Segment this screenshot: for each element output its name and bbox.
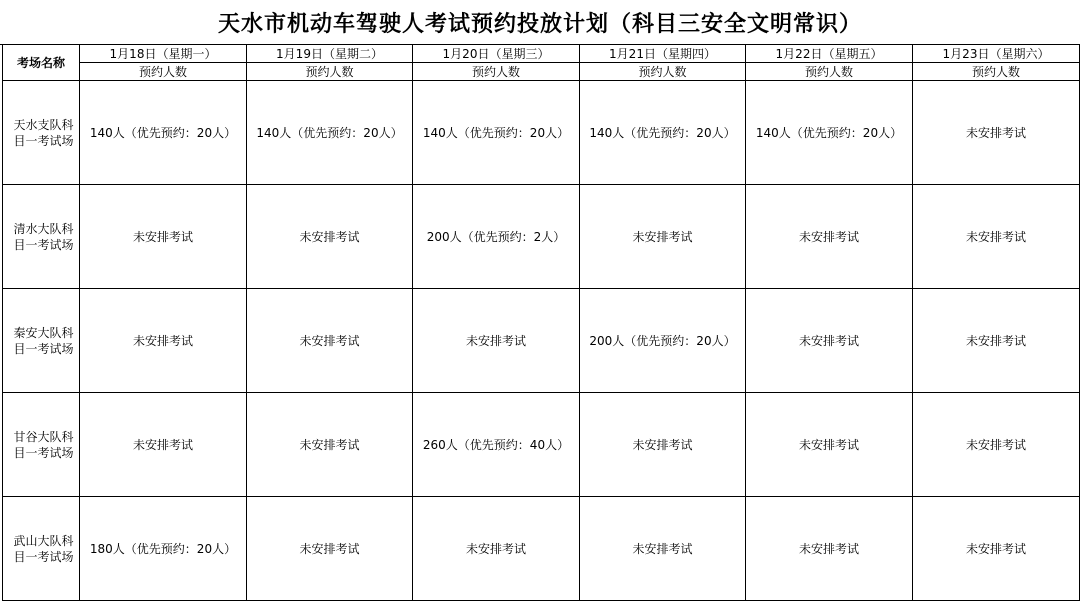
quota-subheader: 预约人数 — [913, 63, 1080, 81]
table-row — [3, 289, 1080, 393]
quota-cell: 未安排考试 — [413, 289, 580, 393]
table-row — [3, 497, 1080, 601]
quota-cell: 未安排考试 — [746, 185, 913, 289]
quota-subheader: 预约人数 — [413, 63, 580, 81]
quota-cell: 未安排考试 — [913, 497, 1080, 601]
quota-cell: 未安排考试 — [746, 393, 913, 497]
quota-cell: 未安排考试 — [80, 393, 247, 497]
quota-cell: 未安排考试 — [80, 185, 247, 289]
date-header: 1月19日（星期二） — [247, 45, 413, 63]
venue-name: 秦安大队科目一考试场 — [3, 289, 80, 393]
schedule-table — [2, 44, 1080, 601]
quota-cell: 未安排考试 — [247, 497, 413, 601]
quota-cell: 未安排考试 — [913, 289, 1080, 393]
quota-cell: 未安排考试 — [413, 497, 580, 601]
quota-cell: 未安排考试 — [913, 81, 1080, 185]
quota-cell: 140人（优先预约：20人） — [80, 81, 247, 185]
venue-column-header: 考场名称 — [3, 45, 80, 81]
venue-name: 清水大队科目一考试场 — [3, 185, 80, 289]
quota-cell: 未安排考试 — [746, 289, 913, 393]
table-row — [3, 185, 1080, 289]
quota-cell: 260人（优先预约：40人） — [413, 393, 580, 497]
quota-cell: 140人（优先预约：20人） — [580, 81, 746, 185]
venue-name: 甘谷大队科目一考试场 — [3, 393, 80, 497]
quota-cell: 未安排考试 — [913, 185, 1080, 289]
quota-cell: 未安排考试 — [580, 185, 746, 289]
quota-subheader: 预约人数 — [80, 63, 247, 81]
quota-cell: 未安排考试 — [580, 393, 746, 497]
table-row — [3, 393, 1080, 497]
date-header: 1月18日（星期一） — [80, 45, 247, 63]
quota-cell: 200人（优先预约：2人） — [413, 185, 580, 289]
page-title: 天水市机动车驾驶人考试预约投放计划（科目三安全文明常识） — [0, 0, 1080, 45]
date-header: 1月20日（星期三） — [413, 45, 580, 63]
header-sub-row — [3, 63, 1080, 81]
quota-cell: 180人（优先预约：20人） — [80, 497, 247, 601]
date-header: 1月23日（星期六） — [913, 45, 1080, 63]
venue-name: 天水支队科目一考试场 — [3, 81, 80, 185]
quota-cell: 200人（优先预约：20人） — [580, 289, 746, 393]
quota-cell: 未安排考试 — [913, 393, 1080, 497]
quota-cell: 未安排考试 — [746, 497, 913, 601]
quota-cell: 未安排考试 — [247, 393, 413, 497]
date-header: 1月22日（星期五） — [746, 45, 913, 63]
date-header: 1月21日（星期四） — [580, 45, 746, 63]
table-row — [3, 81, 1080, 185]
quota-cell: 未安排考试 — [247, 289, 413, 393]
quota-subheader: 预约人数 — [746, 63, 913, 81]
venue-name: 武山大队科目一考试场 — [3, 497, 80, 601]
quota-cell: 140人（优先预约：20人） — [746, 81, 913, 185]
quota-subheader: 预约人数 — [247, 63, 413, 81]
header-date-row — [3, 45, 1080, 63]
quota-cell: 未安排考试 — [247, 185, 413, 289]
quota-cell: 140人（优先预约：20人） — [413, 81, 580, 185]
quota-cell: 未安排考试 — [580, 497, 746, 601]
quota-cell: 140人（优先预约：20人） — [247, 81, 413, 185]
quota-subheader: 预约人数 — [580, 63, 746, 81]
quota-cell: 未安排考试 — [80, 289, 247, 393]
